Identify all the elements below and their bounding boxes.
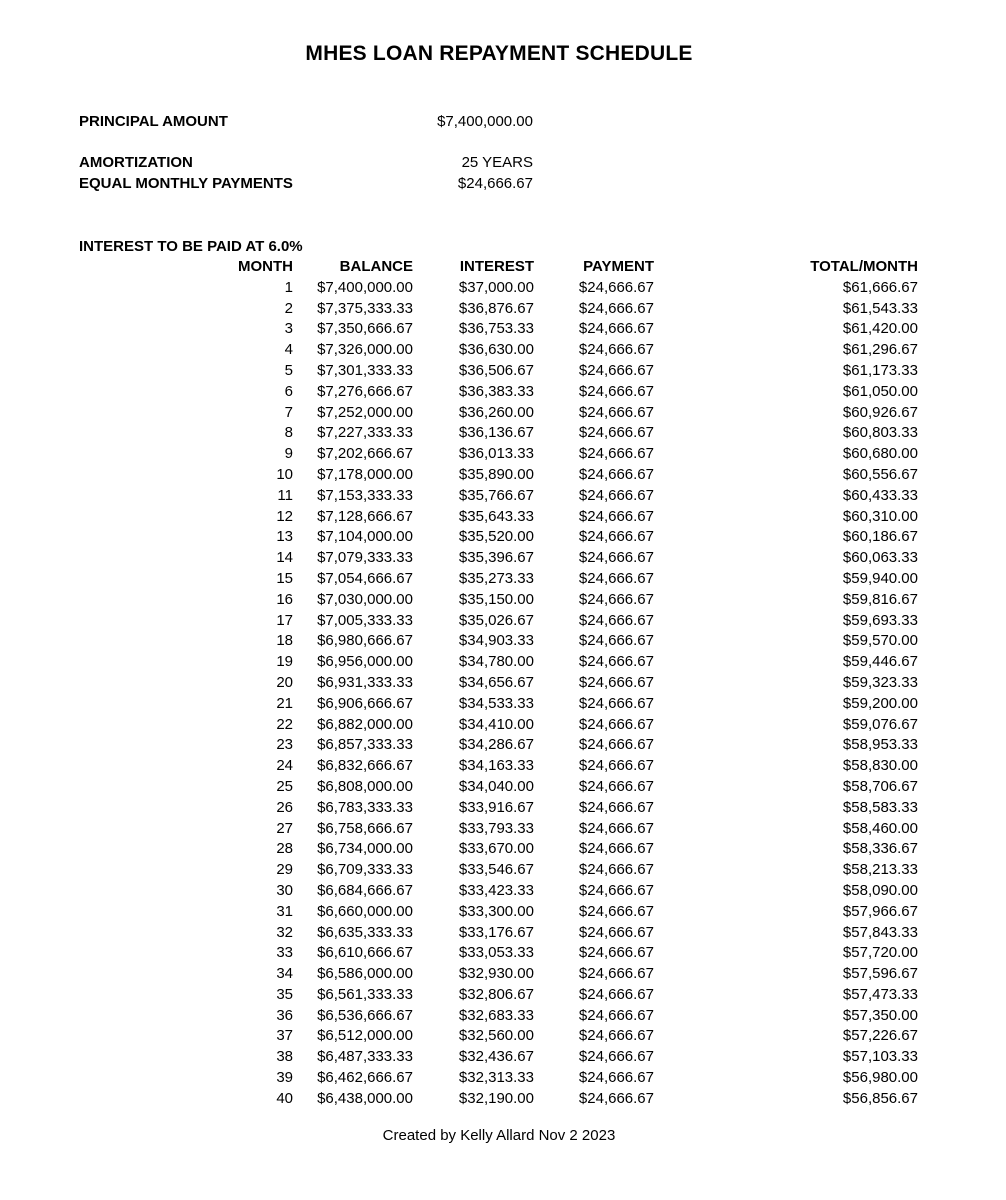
total-month-cell: $56,856.67 — [842, 1089, 918, 1107]
interest-cell: $36,136.67 — [458, 424, 534, 442]
month-cell: 20 — [276, 673, 293, 691]
table-row — [0, 1026, 918, 1047]
interest-cell: $35,890.00 — [458, 465, 534, 483]
month-cell: 21 — [276, 694, 293, 712]
payment-cell: $24,666.67 — [578, 757, 654, 775]
total-month-cell: $60,063.33 — [842, 549, 918, 567]
payment-cell: $24,666.67 — [578, 881, 654, 899]
balance-cell: $6,438,000.00 — [317, 1089, 413, 1107]
balance-cell: $7,178,000.00 — [317, 465, 413, 483]
amortization-label: AMORTIZATION — [79, 154, 193, 171]
column-header-total-month: TOTAL/MONTH — [810, 258, 918, 275]
payment-cell: $24,666.67 — [578, 424, 654, 442]
balance-cell: $7,079,333.33 — [317, 549, 413, 567]
balance-cell: $6,512,000.00 — [317, 1027, 413, 1045]
payment-cell: $24,666.67 — [578, 694, 654, 712]
balance-cell: $6,980,666.67 — [317, 632, 413, 650]
payment-cell: $24,666.67 — [578, 486, 654, 504]
table-row — [0, 943, 918, 964]
balance-cell: $6,857,333.33 — [317, 736, 413, 754]
month-cell: 39 — [276, 1069, 293, 1087]
table-row — [0, 403, 918, 424]
payment-cell: $24,666.67 — [578, 445, 654, 463]
interest-cell: $36,876.67 — [458, 299, 534, 317]
balance-cell: $7,400,000.00 — [317, 278, 413, 296]
balance-cell: $7,202,666.67 — [317, 445, 413, 463]
table-row — [0, 798, 918, 819]
month-cell: 28 — [276, 840, 293, 858]
interest-cell: $36,260.00 — [458, 403, 534, 421]
footer-credit: Created by Kelly Allard Nov 2 2023 — [382, 1127, 616, 1144]
payment-cell: $24,666.67 — [578, 507, 654, 525]
total-month-cell: $57,843.33 — [842, 923, 918, 941]
balance-cell: $7,301,333.33 — [317, 361, 413, 379]
month-cell: 22 — [276, 715, 293, 733]
month-cell: 10 — [276, 465, 293, 483]
month-cell: 9 — [284, 445, 293, 463]
table-row — [0, 299, 918, 320]
interest-cell: $32,436.67 — [458, 1048, 534, 1066]
total-month-cell: $60,433.33 — [842, 486, 918, 504]
balance-cell: $6,709,333.33 — [317, 861, 413, 879]
table-row — [0, 382, 918, 403]
payment-cell: $24,666.67 — [578, 341, 654, 359]
interest-cell: $34,163.33 — [458, 757, 534, 775]
table-row — [0, 694, 918, 715]
interest-cell: $34,286.67 — [458, 736, 534, 754]
column-header-interest: INTEREST — [459, 258, 534, 275]
interest-cell: $34,656.67 — [458, 673, 534, 691]
total-month-cell: $57,350.00 — [842, 1006, 918, 1024]
payment-cell: $24,666.67 — [578, 611, 654, 629]
interest-cell: $33,670.00 — [458, 840, 534, 858]
total-month-cell: $58,830.00 — [842, 757, 918, 775]
month-cell: 32 — [276, 923, 293, 941]
total-month-cell: $58,953.33 — [842, 736, 918, 754]
table-row — [0, 361, 918, 382]
balance-cell: $6,586,000.00 — [317, 965, 413, 983]
interest-cell: $33,793.33 — [458, 819, 534, 837]
month-cell: 19 — [276, 653, 293, 671]
balance-cell: $6,832,666.67 — [317, 757, 413, 775]
total-month-cell: $59,076.67 — [842, 715, 918, 733]
balance-cell: $6,808,000.00 — [317, 777, 413, 795]
balance-cell: $6,462,666.67 — [317, 1069, 413, 1087]
total-month-cell: $59,446.67 — [842, 653, 918, 671]
total-month-cell: $57,226.67 — [842, 1027, 918, 1045]
interest-cell: $36,753.33 — [458, 320, 534, 338]
table-row — [0, 319, 918, 340]
balance-cell: $6,956,000.00 — [317, 653, 413, 671]
total-month-cell: $61,543.33 — [842, 299, 918, 317]
month-cell: 30 — [276, 881, 293, 899]
table-row — [0, 590, 918, 611]
table-row — [0, 444, 918, 465]
total-month-cell: $61,173.33 — [842, 361, 918, 379]
payment-cell: $24,666.67 — [578, 299, 654, 317]
month-cell: 40 — [276, 1089, 293, 1107]
total-month-cell: $59,570.00 — [842, 632, 918, 650]
payment-cell: $24,666.67 — [578, 819, 654, 837]
month-cell: 26 — [276, 798, 293, 816]
total-month-cell: $56,980.00 — [842, 1069, 918, 1087]
interest-cell: $35,643.33 — [458, 507, 534, 525]
balance-cell: $6,660,000.00 — [317, 902, 413, 920]
table-row — [0, 756, 918, 777]
month-cell: 5 — [284, 361, 293, 379]
table-row — [0, 715, 918, 736]
payment-cell: $24,666.67 — [578, 1027, 654, 1045]
balance-cell: $6,487,333.33 — [317, 1048, 413, 1066]
table-row — [0, 819, 918, 840]
payment-cell: $24,666.67 — [578, 361, 654, 379]
table-header-row — [0, 257, 918, 278]
interest-cell: $36,383.33 — [458, 382, 534, 400]
interest-cell: $32,560.00 — [458, 1027, 534, 1045]
payment-cell: $24,666.67 — [578, 403, 654, 421]
payment-cell: $24,666.67 — [578, 278, 654, 296]
interest-cell: $32,930.00 — [458, 965, 534, 983]
month-cell: 33 — [276, 944, 293, 962]
interest-cell: $36,506.67 — [458, 361, 534, 379]
month-cell: 3 — [284, 320, 293, 338]
table-row — [0, 673, 918, 694]
interest-cell: $34,780.00 — [458, 653, 534, 671]
table-row — [0, 652, 918, 673]
balance-cell: $7,276,666.67 — [317, 382, 413, 400]
table-row — [0, 611, 918, 632]
balance-cell: $6,758,666.67 — [317, 819, 413, 837]
table-row — [0, 735, 918, 756]
balance-cell: $6,783,333.33 — [317, 798, 413, 816]
repayment-schedule-table — [0, 257, 918, 1110]
month-cell: 14 — [276, 549, 293, 567]
total-month-cell: $57,966.67 — [842, 902, 918, 920]
month-cell: 24 — [276, 757, 293, 775]
total-month-cell: $58,460.00 — [842, 819, 918, 837]
interest-cell: $32,806.67 — [458, 985, 534, 1003]
interest-cell: $35,520.00 — [458, 528, 534, 546]
month-cell: 2 — [284, 299, 293, 317]
table-row — [0, 839, 918, 860]
total-month-cell: $60,186.67 — [842, 528, 918, 546]
payment-cell: $24,666.67 — [578, 777, 654, 795]
month-cell: 16 — [276, 590, 293, 608]
payment-cell: $24,666.67 — [578, 985, 654, 1003]
interest-cell: $34,903.33 — [458, 632, 534, 650]
table-row — [0, 486, 918, 507]
month-cell: 17 — [276, 611, 293, 629]
table-row — [0, 1006, 918, 1027]
interest-cell: $37,000.00 — [458, 278, 534, 296]
interest-cell: $36,630.00 — [458, 341, 534, 359]
payment-cell: $24,666.67 — [578, 798, 654, 816]
balance-cell: $6,610,666.67 — [317, 944, 413, 962]
interest-cell: $32,683.33 — [458, 1006, 534, 1024]
payment-cell: $24,666.67 — [578, 382, 654, 400]
payment-cell: $24,666.67 — [578, 632, 654, 650]
table-row — [0, 777, 918, 798]
interest-cell: $33,176.67 — [458, 923, 534, 941]
payment-cell: $24,666.67 — [578, 715, 654, 733]
table-row — [0, 1089, 918, 1110]
column-header-balance: BALANCE — [339, 258, 413, 275]
month-cell: 1 — [284, 278, 293, 296]
payment-cell: $24,666.67 — [578, 1069, 654, 1087]
total-month-cell: $58,213.33 — [842, 861, 918, 879]
total-month-cell: $58,706.67 — [842, 777, 918, 795]
payment-cell: $24,666.67 — [578, 569, 654, 587]
table-row — [0, 881, 918, 902]
table-row — [0, 465, 918, 486]
total-month-cell: $61,296.67 — [842, 341, 918, 359]
payment-cell: $24,666.67 — [578, 590, 654, 608]
total-month-cell: $59,816.67 — [842, 590, 918, 608]
total-month-cell: $59,693.33 — [842, 611, 918, 629]
total-month-cell: $58,336.67 — [842, 840, 918, 858]
balance-cell: $7,350,666.67 — [317, 320, 413, 338]
interest-cell: $32,190.00 — [458, 1089, 534, 1107]
total-month-cell: $60,926.67 — [842, 403, 918, 421]
column-header-payment: PAYMENT — [583, 258, 654, 275]
month-cell: 8 — [284, 424, 293, 442]
balance-cell: $7,030,000.00 — [317, 590, 413, 608]
balance-cell: $7,252,000.00 — [317, 403, 413, 421]
interest-cell: $36,013.33 — [458, 445, 534, 463]
total-month-cell: $58,583.33 — [842, 798, 918, 816]
total-month-cell: $57,473.33 — [842, 985, 918, 1003]
balance-cell: $7,153,333.33 — [317, 486, 413, 504]
page-title: MHES LOAN REPAYMENT SCHEDULE — [305, 42, 693, 65]
interest-cell: $35,273.33 — [458, 569, 534, 587]
month-cell: 35 — [276, 985, 293, 1003]
month-cell: 38 — [276, 1048, 293, 1066]
principal-label: PRINCIPAL AMOUNT — [79, 113, 228, 130]
interest-cell: $34,533.33 — [458, 694, 534, 712]
table-row — [0, 1047, 918, 1068]
balance-cell: $6,635,333.33 — [317, 923, 413, 941]
payment-cell: $24,666.67 — [578, 902, 654, 920]
balance-cell: $6,561,333.33 — [317, 985, 413, 1003]
payment-cell: $24,666.67 — [578, 965, 654, 983]
balance-cell: $6,536,666.67 — [317, 1006, 413, 1024]
schedule-body — [0, 278, 918, 1110]
table-row — [0, 340, 918, 361]
payment-cell: $24,666.67 — [578, 549, 654, 567]
table-row — [0, 1068, 918, 1089]
interest-cell: $35,026.67 — [458, 611, 534, 629]
interest-cell: $35,150.00 — [458, 590, 534, 608]
month-cell: 37 — [276, 1027, 293, 1045]
payment-cell: $24,666.67 — [578, 528, 654, 546]
total-month-cell: $61,420.00 — [842, 320, 918, 338]
interest-cell: $33,546.67 — [458, 861, 534, 879]
balance-cell: $6,906,666.67 — [317, 694, 413, 712]
total-month-cell: $57,720.00 — [842, 944, 918, 962]
balance-cell: $6,882,000.00 — [317, 715, 413, 733]
balance-cell: $6,684,666.67 — [317, 881, 413, 899]
payment-cell: $24,666.67 — [578, 465, 654, 483]
table-row — [0, 548, 918, 569]
table-row — [0, 569, 918, 590]
payment-cell: $24,666.67 — [578, 923, 654, 941]
total-month-cell: $59,323.33 — [842, 673, 918, 691]
total-month-cell: $59,940.00 — [842, 569, 918, 587]
month-cell: 7 — [284, 403, 293, 421]
month-cell: 29 — [276, 861, 293, 879]
monthly-payments-label: EQUAL MONTHLY PAYMENTS — [79, 175, 293, 192]
total-month-cell: $57,103.33 — [842, 1048, 918, 1066]
balance-cell: $7,227,333.33 — [317, 424, 413, 442]
total-month-cell: $61,666.67 — [842, 278, 918, 296]
total-month-cell: $61,050.00 — [842, 382, 918, 400]
table-row — [0, 631, 918, 652]
payment-cell: $24,666.67 — [578, 673, 654, 691]
total-month-cell: $60,680.00 — [842, 445, 918, 463]
table-row — [0, 985, 918, 1006]
monthly-payments-value: $24,666.67 — [457, 175, 533, 192]
total-month-cell: $60,556.67 — [842, 465, 918, 483]
month-cell: 25 — [276, 777, 293, 795]
interest-cell: $35,396.67 — [458, 549, 534, 567]
interest-cell: $33,300.00 — [458, 902, 534, 920]
month-cell: 23 — [276, 736, 293, 754]
balance-cell: $7,054,666.67 — [317, 569, 413, 587]
payment-cell: $24,666.67 — [578, 1089, 654, 1107]
month-cell: 27 — [276, 819, 293, 837]
month-cell: 34 — [276, 965, 293, 983]
month-cell: 31 — [276, 902, 293, 920]
month-cell: 11 — [277, 486, 293, 504]
column-header-month: MONTH — [238, 258, 293, 275]
interest-cell: $33,916.67 — [458, 798, 534, 816]
total-month-cell: $58,090.00 — [842, 881, 918, 899]
table-row — [0, 423, 918, 444]
table-row — [0, 923, 918, 944]
balance-cell: $6,931,333.33 — [317, 673, 413, 691]
interest-rate-label: INTEREST TO BE PAID AT 6.0% — [79, 238, 303, 255]
table-row — [0, 278, 918, 299]
table-row — [0, 507, 918, 528]
payment-cell: $24,666.67 — [578, 1048, 654, 1066]
principal-value: $7,400,000.00 — [437, 113, 533, 130]
balance-cell: $7,005,333.33 — [317, 611, 413, 629]
month-cell: 15 — [276, 569, 293, 587]
balance-cell: $7,104,000.00 — [317, 528, 413, 546]
interest-cell: $34,040.00 — [458, 777, 534, 795]
month-cell: 13 — [276, 528, 293, 546]
interest-cell: $34,410.00 — [458, 715, 534, 733]
balance-cell: $6,734,000.00 — [317, 840, 413, 858]
payment-cell: $24,666.67 — [578, 320, 654, 338]
interest-cell: $33,053.33 — [458, 944, 534, 962]
table-row — [0, 860, 918, 881]
total-month-cell: $57,596.67 — [842, 965, 918, 983]
total-month-cell: $59,200.00 — [842, 694, 918, 712]
interest-cell: $33,423.33 — [458, 881, 534, 899]
payment-cell: $24,666.67 — [578, 840, 654, 858]
table-row — [0, 964, 918, 985]
balance-cell: $7,375,333.33 — [317, 299, 413, 317]
interest-cell: $32,313.33 — [458, 1069, 534, 1087]
balance-cell: $7,326,000.00 — [317, 341, 413, 359]
payment-cell: $24,666.67 — [578, 1006, 654, 1024]
payment-cell: $24,666.67 — [578, 861, 654, 879]
month-cell: 4 — [284, 341, 293, 359]
month-cell: 18 — [276, 632, 293, 650]
month-cell: 36 — [276, 1006, 293, 1024]
total-month-cell: $60,310.00 — [842, 507, 918, 525]
payment-cell: $24,666.67 — [578, 736, 654, 754]
balance-cell: $7,128,666.67 — [317, 507, 413, 525]
table-row — [0, 527, 918, 548]
month-cell: 6 — [284, 382, 293, 400]
amortization-value: 25 YEARS — [461, 154, 533, 171]
total-month-cell: $60,803.33 — [842, 424, 918, 442]
month-cell: 12 — [276, 507, 293, 525]
table-row — [0, 902, 918, 923]
interest-cell: $35,766.67 — [458, 486, 534, 504]
payment-cell: $24,666.67 — [578, 944, 654, 962]
payment-cell: $24,666.67 — [578, 653, 654, 671]
